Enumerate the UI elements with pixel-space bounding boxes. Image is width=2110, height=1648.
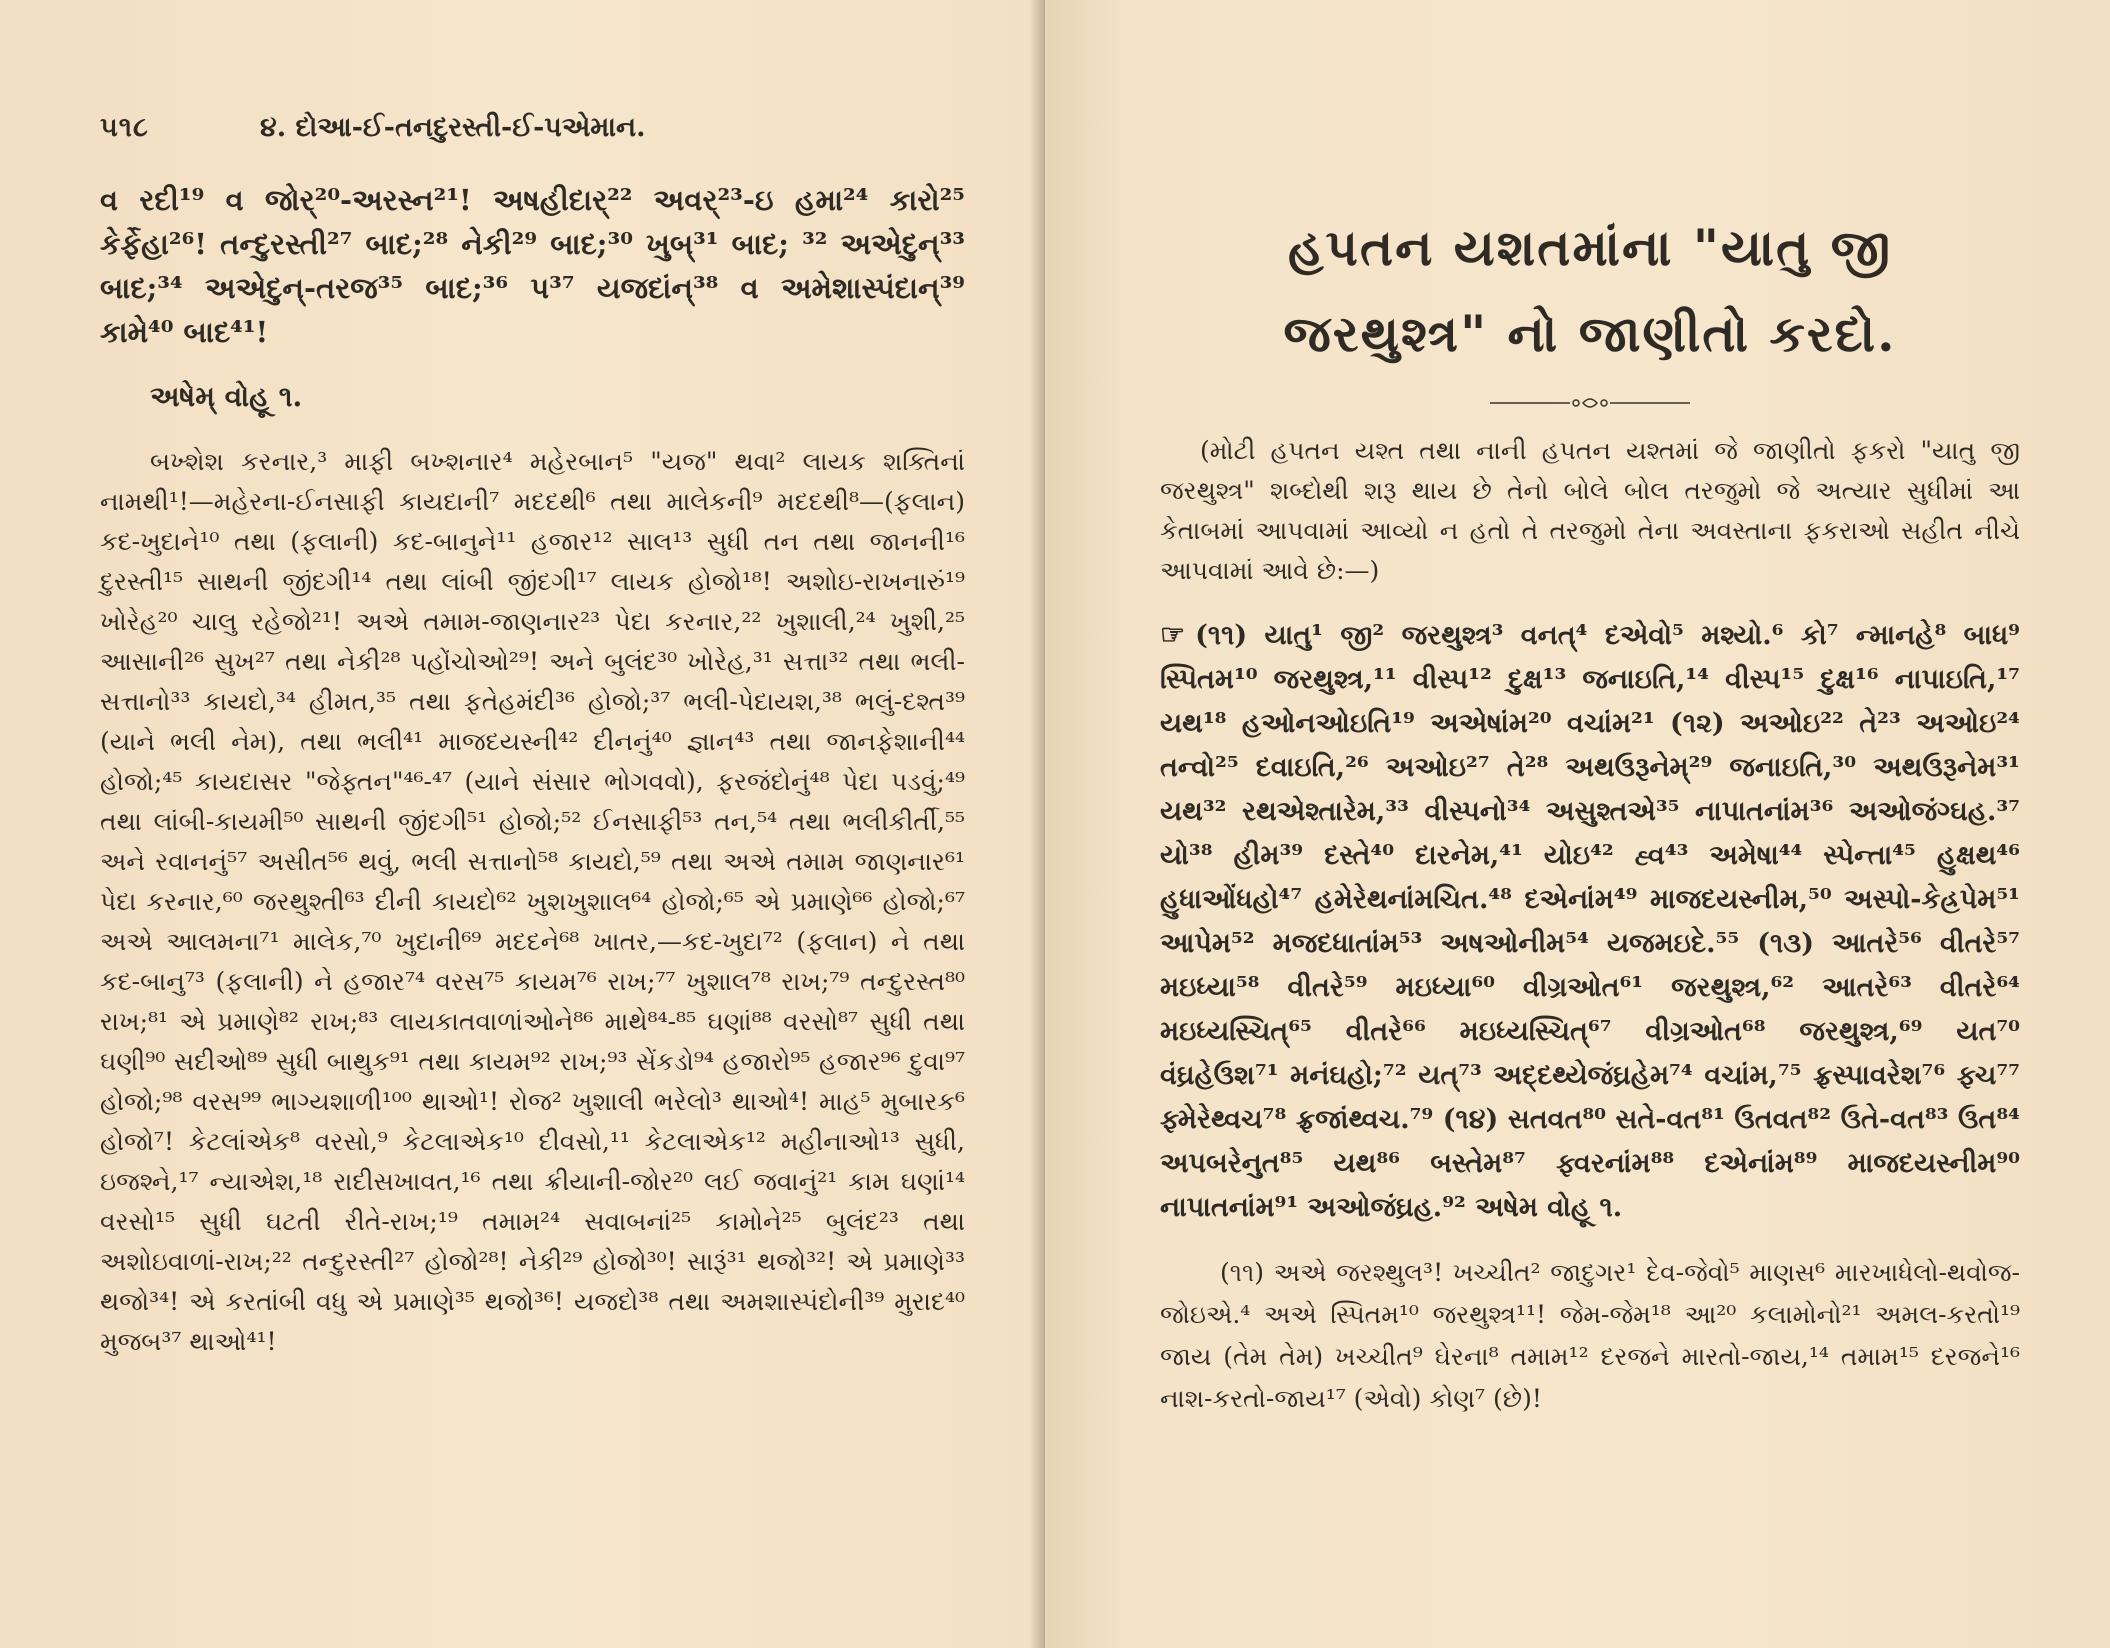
page-header [100,112,965,144]
verse-text: વ રદી¹⁹ વ જોર્²⁰-અરસ્ન²¹! અષહીદાર્²² અવર્²³-ઇ હમા²⁴ કારો²⁵ કેર્ફેહા²⁶! તન્દુરસ્તી²⁷ બાદ;²⁸ નેકી²⁹ બાદ;³⁰ ખુબ્³¹ બાદ; ³² અએદુન્³³ બાદ;³⁴ અએદુન્-તરજ³⁵ બાદ;³⁶ પ³⁷ યજદાંન્³⁸ વ અમેશાસ્પંદાન્³⁹ કામે⁴⁰ બાદ⁴¹! [100,183,965,349]
prayer-line: અષેમ્ વોહૂ ૧. [150,380,303,413]
intro-paragraph: (મોટી હપતન યશ્ત તથા નાની હપતન યશ્તમાં જે જાણીતો ફકરો "યાતુ જી જરથુશ્ત્ર" શબ્દોથી શરૂ થાય છે તેનો બોલે બોલ તરજુમો જે અત્યાર સુધીમાં આ કેતાબમાં આપવામાં આવ્યો ન હતો તે તરજુમો તેના અવસ્તાના ફકરાઓ સહીત નીચે આપવામાં આવે છે:—) [1160,436,2020,585]
page-number: ૫૧૮ [100,112,149,143]
page-title-line-2: જરથુશ્ત્ર" નો જાણીતો કરદો. [1283,304,1897,363]
avesta-body: (૧૧) યાતુ¹ જી² જરથુશ્ત્ર³ વનત્⁴ દએવો⁵ મશ્યો.⁶ કો⁷ ન્માનહે⁸ બાધ⁹ સ્પિતમ¹⁰ જરથુશ્ત્ર,¹¹ વીસ્પ¹² દુક્ષ¹³ જનાઇતિ,¹⁴ વીસ્પ¹⁵ દુક્ષ¹⁶ નાપાઇતિ,¹⁷ યથ¹⁸ હઓનઓઇતિ¹⁹ અએષાંમ²⁰ વચાંમ²¹ (૧૨) અઓઇ²² તે²³ અઓઇ²⁴ તન્વો²⁵ દવાઇતિ,²⁶ અઓઇ²⁷ તે²⁸ અથઉરૂનેમ્²⁹ જનાઇતિ,³⁰ અથઉરૂનેમ³¹ યથ³² રથએશ્તારેમ,³³ વીસ્પનો³⁴ અસુશ્તએ³⁵ નાપાતનાંમ³⁶ અઓજંગ્ઘહ.³⁷ યો³⁸ હીમ³⁹ દસ્તે⁴⁰ દારનેમ,⁴¹ યોઇ⁴² હ્વ⁴³ અમેષા⁴⁴ સ્પેન્તા⁴⁵ હુક્ષથ⁴⁶ હુધાઓંધહો⁴⁷ હમેરેથનાંમચિત.⁴⁸ દએનાંમ⁴⁹ માજદયસ્નીમ,⁵⁰ અસ્પો-કેહ્રપેમ⁵¹ આપેમ⁵² મજદધાતાંમ⁵³ અષઓનીમ⁵⁴ યજમઇદે.⁵⁵ (૧૩) આતરે⁵⁶ વીતરે⁵⁷ મઇધ્યા⁵⁸ વીતરે⁵⁹ મઇધ્યા⁶⁰ વીગ્રઓત⁶¹ જરથુશ્ત્ર,⁶² આતરે⁶³ વીતરે⁶⁴ મઇધ્યસ્ચિત્⁶⁵ વીતરે⁶⁶ મઇધ્યસ્ચિત્⁶⁷ વીગ્રઓત⁶⁸ જરથુશ્ત્ર,⁶⁹ યત⁷⁰ વંઘ્રહેઉશ⁷¹ મનંઘહો;⁷² યત્⁷³ અદ્દથ્યેજંઘ્રહેમ⁷⁴ વચાંમ,⁷⁵ ફ્રસ્પાવરેશ⁷⁶ ફ્ચ⁷⁷ ફ્મેરેથ્વચ⁷⁸ ફ્રજાંથ્વચ.⁷⁹ (૧૪) સતવત⁸⁰ સતે-વત⁸¹ ઉતવત⁸² ઉતે-વત⁸³ ઉત⁸⁴ અપબરેનુત⁸⁵ યથ⁸⁶ બસ્તેમ⁸⁷ ફ્વરનાંમ⁸⁸ દએનાંમ⁸⁹ માજદયસ્નીમ⁹⁰ નાપાતનાંમ⁹¹ અઓજંઘ્રહ.⁹² અષેમ વોહૂ ૧. [1160,620,2020,1223]
translation-text: (૧૧) અએ જરશ્થુલ³! ખચ્ચીત² જાદુગર¹ દેવ-જેવો⁵ માણસ⁶ મારખાધેલો-થવોજ-જોઇએ.⁴ અએ સ્પિતમ¹⁰ જરથુશ્ત્ર¹¹! જેમ-જેમ¹⁸ આ²⁰ કલામોનો²¹ અમલ-કરતો¹⁹ જાય (તેમ તેમ) ખચ્ચીત⁹ ઘેરના⁸ તમામ¹² દરજને મારતો-જાય,¹⁴ તમામ¹⁵ દરજને¹⁶ નાશ-કરતો-જાય¹⁷ (એવો) કોણ⁷ (છે)! [1160,1258,2020,1413]
pointing-hand-icon: ☞ [1160,618,1186,651]
ornament-divider [1490,395,1690,411]
page-title-line-1: હપતન યશતમાંના "યાતુ જી [1287,218,1893,277]
right-page [1045,0,2110,1648]
left-page [0,0,1045,1648]
avesta-text [1160,613,2020,1230]
translation-paragraph: બખ્શેશ કરનાર,³ માફી બખ્શનાર⁴ મહેરબાન⁵ "યજ" થવા² લાયક શક્તિનાં નામથી¹!—મહેરના-ઈનસાફી કાયદાની⁷ મદદથી⁶ તથા માલેકની⁹ મદદથી⁸—(ફલાન) કદ-ખુદાને¹⁰ તથા (ફલાની) કદ-બાનુને¹¹ હજાર¹² સાલ¹³ સુધી તન તથા જાનની¹⁶ દુરસ્તી¹⁵ સાથની જીંદગી¹⁴ તથા લાંબી જીંદગી¹⁷ લાયક હોજો¹⁸! અશોઇ-રાખનારું¹⁹ ખોરેહ²⁰ ચાલુ રહેજો²¹! અએ તમામ-જાણનાર²³ પેદા કરનાર,²² ખુશાલી,²⁴ ખુશી,²⁵ આસાની²⁶ સુખ²⁷ તથા નેકી²⁸ પહોંચોઓ²⁹! અને બુલંદ³⁰ ખોરેહ,³¹ સત્તા³² તથા ભલી-સત્તાનો³³ કાયદો,³⁴ હીમત,³⁵ તથા ફતેહમંદી³⁶ હોજો;³⁷ ભલી-પેદાયશ,³⁸ ભલું-દશ્ત³⁹ (યાને ભલી નેમ), તથા ભલી⁴¹ માજદયસ્ની⁴² દીનનું⁴⁰ જ્ઞાન⁴³ તથા જાનફેશાની⁴⁴ હોજો;⁴⁵ કાયદાસર "જેફ્તન"⁴⁶-⁴⁷ (યાને સંસાર ભોગવવો), ફરજંદોનું⁴⁸ પેદા પડવું;⁴⁹ તથા લાંબી-કાયમી⁵⁰ સાથની જીંદગી⁵¹ હોજો;⁵² ઈનસાફી⁵³ તન,⁵⁴ તથા ભલીકીર્તી,⁵⁵ અને રવાનનું⁵⁷ અસીત⁵⁶ થવું, ભલી સત્તાનો⁵⁸ કાયદો,⁵⁹ તથા અએ તમામ જાણનાર⁶¹ પેદા કરનાર,⁶⁰ જરથુશ્તી⁶³ દીની કાયદો⁶² ખુશખુશાલ⁶⁴ હોજો;⁶⁵ એ પ્રમાણે⁶⁶ હોજો;⁶⁷ અએ આલમના⁷¹ માલેક,⁷⁰ ખુદાની⁶⁹ મદદને⁶⁸ ખાતર,—કદ-ખુદા⁷² (ફલાન) ને તથા કદ-બાનુ⁷³ (ફલાની) ને હજાર⁷⁴ વરસ⁷⁵ કાયમ⁷⁶ રાખ;⁷⁷ ખુશાલ⁷⁸ રાખ;⁷⁹ તન્દુરસ્ત⁸⁰ રાખ;⁸¹ એ પ્રમાણે⁸² રાખ;⁸³ લાયકાતવાળાંઓને⁸⁶ માથે⁸⁴-⁸⁵ ઘણાં⁸⁸ વરસો⁸⁷ સુધી તથા ઘણી⁹⁰ સદીઓ⁸⁹ સુધી બાથુક⁹¹ તથા કાયમ⁹² રાખ;⁹³ સેંકડો⁹⁴ હજારો⁹⁵ હજાર⁹⁶ દુવા⁹⁷ હોજો;⁹⁸ વરસ⁹⁹ ભાગ્યશાળી¹⁰⁰ થાઓ¹! રોજ² ખુશાલી ભરેલો³ થાઓ⁴! માહ⁵ મુબારક⁶ હોજો⁷! કેટલાંએક⁸ વરસો,⁹ કેટલાએક¹⁰ દીવસો,¹¹ કેટલાએક¹² મહીનાઓ¹³ સુધી, ઇજશ્ને,¹⁷ ન્યાએશ,¹⁸ રાદીસખાવત,¹⁶ તથા ક્રીયાની-જોર²⁰ લઈ જવાનું²¹ કામ ઘણાં¹⁴ વરસો¹⁵ સુધી ઘટતી રીતે-રાખ;¹⁹ તમામ²⁴ સવાબનાં²⁵ કામોને²⁵ બુલંદ²³ તથા અશોઇવાળાં-રાખ;²² તન્દુરસ્તી²⁷ હોજો²⁸! નેકી²⁹ હોજો³⁰! સારૂં³¹ થજો³²! એ પ્રમાણે³³ થજો³⁴! એ કરતાંબી વધુ એ પ્રમાણે³⁵ થજો³⁶! યજદો³⁸ તથા અમશાસ્પંદોની³⁹ મુરાદ⁴⁰ મુજબ³⁷ થાઓ⁴¹! [100,447,965,1356]
running-head: ૪. દોઆ-ઈ-તનદુરસ્તી-ઈ-પએમાન. [260,112,646,143]
